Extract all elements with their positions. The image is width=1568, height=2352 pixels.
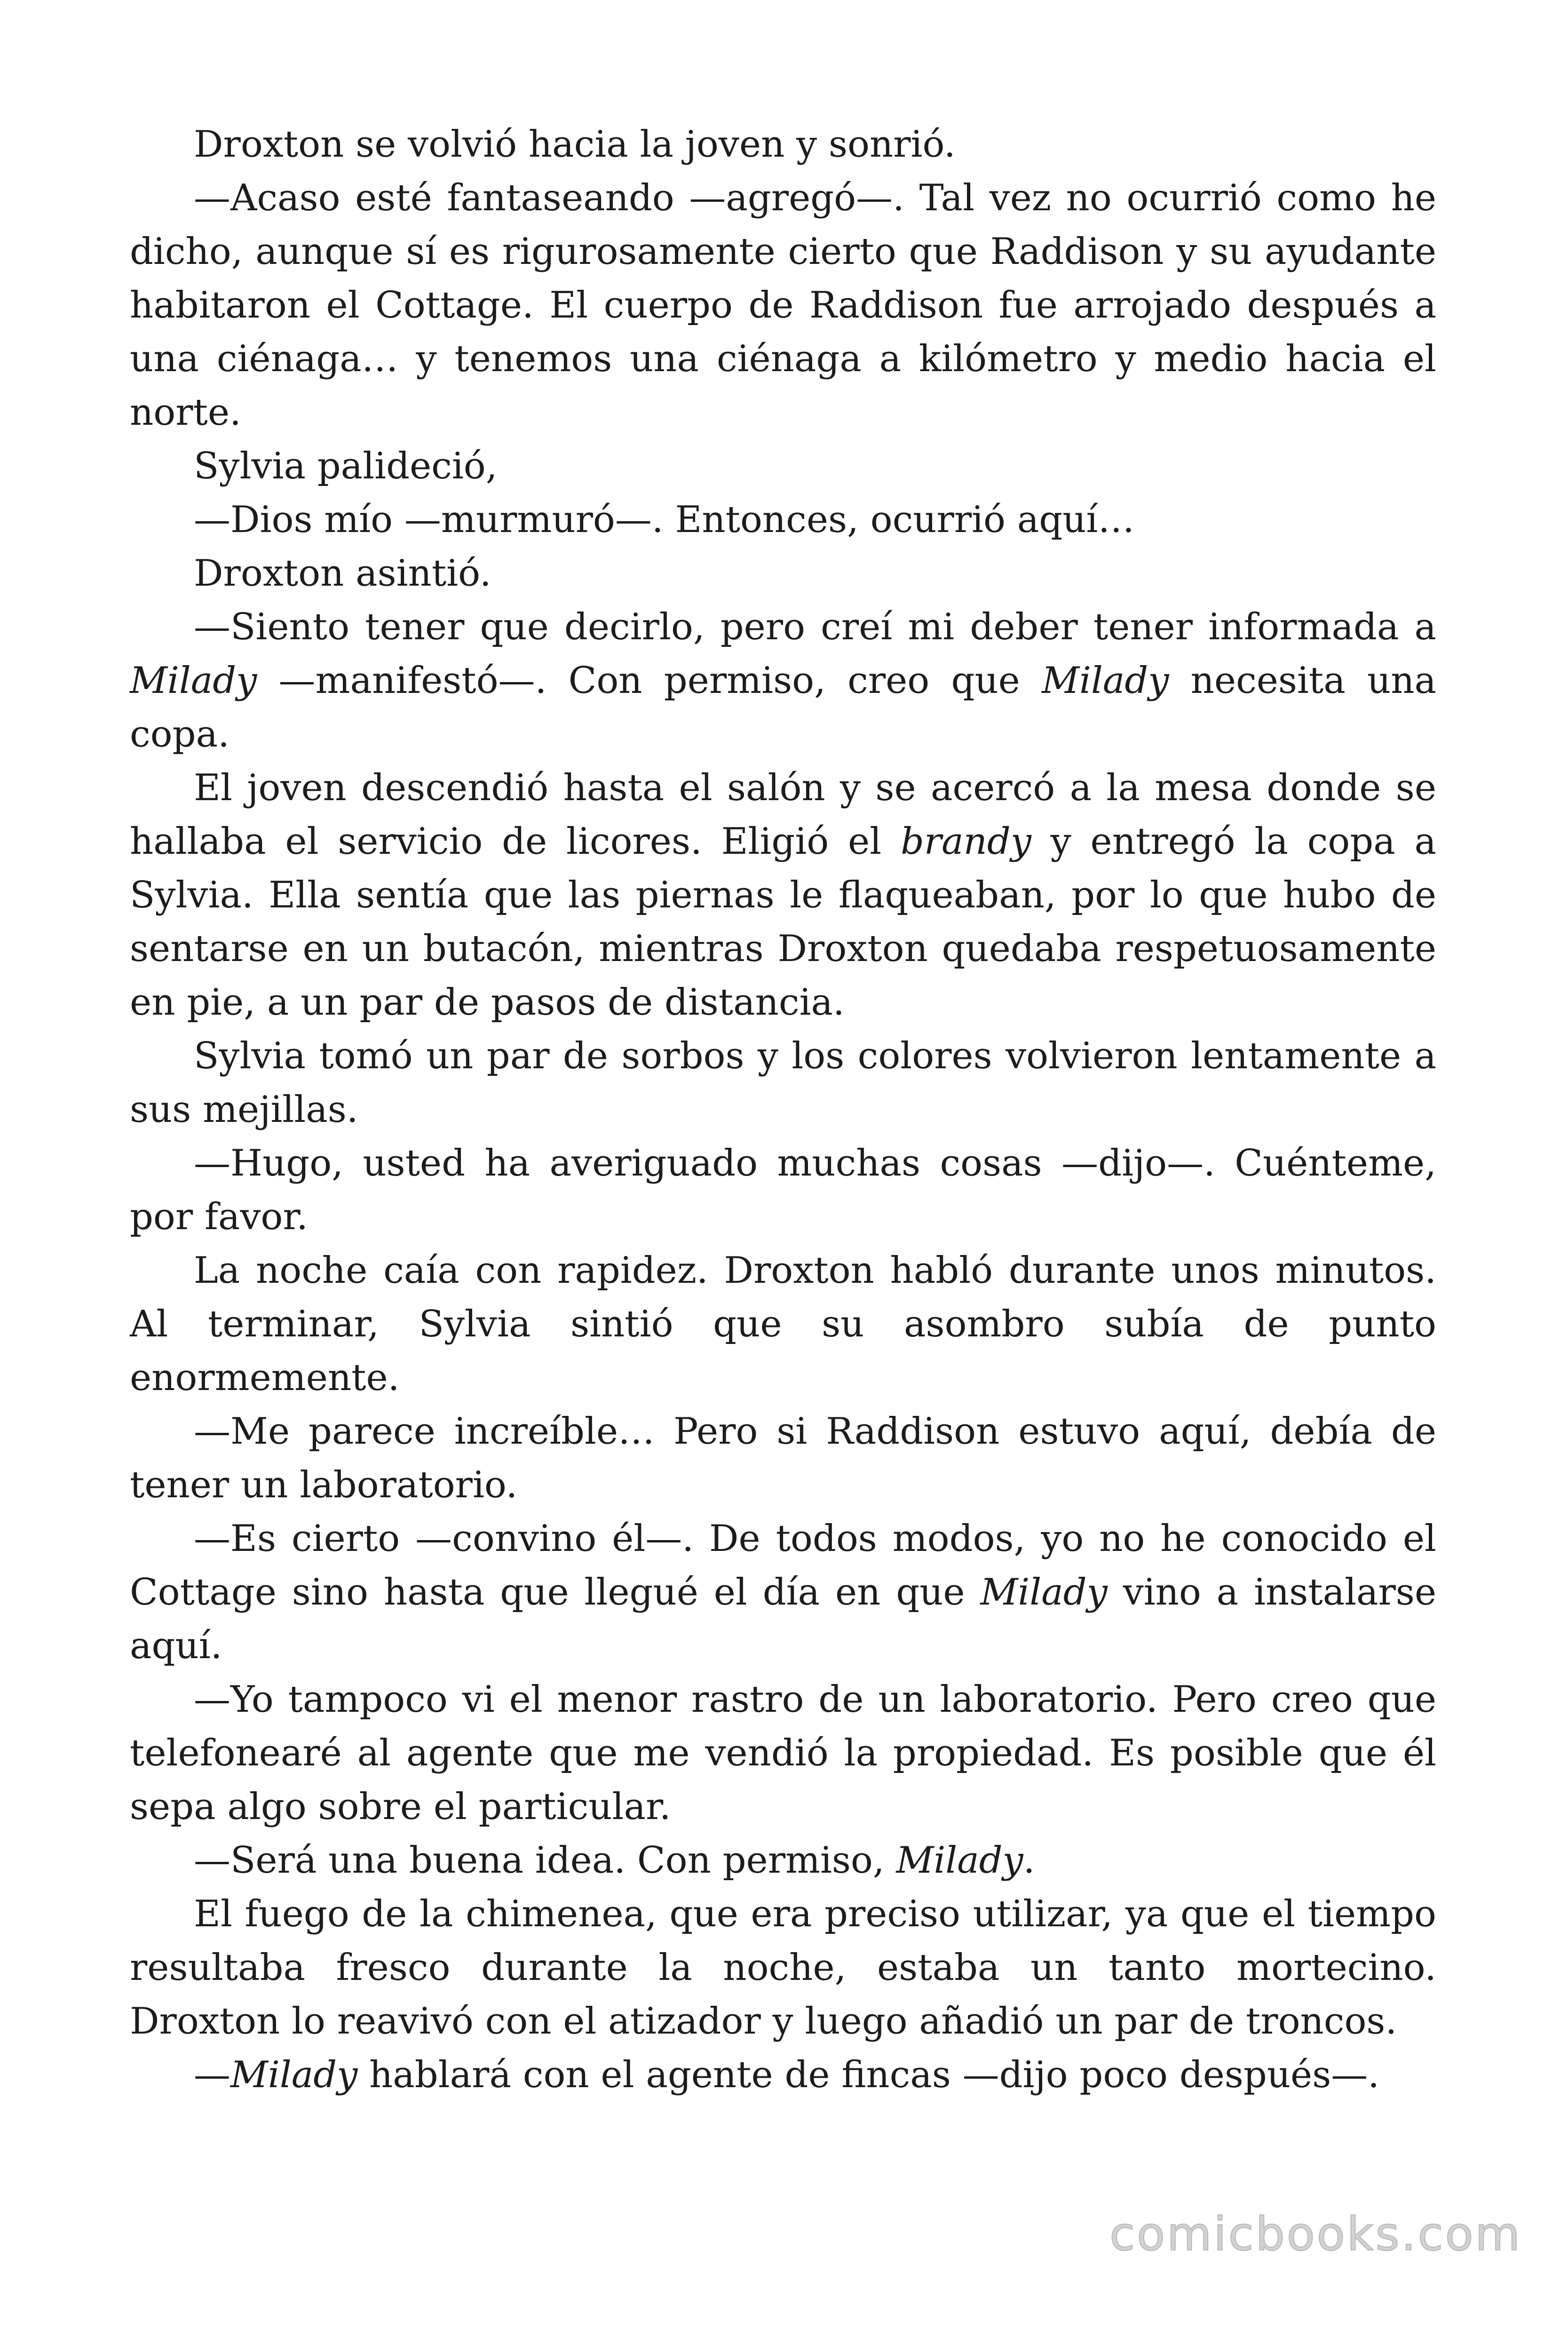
- text-segment: —Será una buena idea. Con permiso,: [194, 1839, 896, 1882]
- italic-text: Milady: [980, 1571, 1108, 1613]
- text-segment: El fuego de la chimenea, que era preciso utilizar, ya que el tiempo resultaba fresco durante la noche, estaba un tanto mortecino. Droxton lo reavivó con el atizador y luego añadió un par de troncos.: [130, 1893, 1436, 2042]
- paragraph: [130, 1512, 1436, 1673]
- text-segment: —manifestó—. Con permiso, creo que: [257, 660, 1042, 702]
- text-segment: Droxton se volvió hacia la joven y sonrió.: [194, 123, 956, 166]
- paragraph: [130, 600, 1436, 761]
- text-segment: hablará con el agente de fincas —dijo poco después—.: [357, 2054, 1380, 2096]
- paragraph: [130, 1244, 1436, 1405]
- italic-text: Milady: [130, 660, 257, 702]
- text-segment: —: [194, 2054, 230, 2096]
- text-segment: —Siento tener que decirlo, pero creí mi deber tener informada a: [194, 606, 1436, 648]
- paragraph: [130, 1834, 1436, 1887]
- paragraph: [130, 1405, 1436, 1512]
- text-segment: —Dios mío —murmuró—. Entonces, ocurrió aquí…: [194, 499, 1135, 541]
- paragraph: [130, 439, 1436, 493]
- text-segment: El joven descendió hasta el salón y se acercó a la mesa donde se hallaba el servicio de licores. Eligió el: [130, 767, 1436, 863]
- italic-text: brandy: [900, 820, 1031, 863]
- text-segment: .: [1023, 1839, 1035, 1882]
- text-segment: —Hugo, usted ha averiguado muchas cosas —dijo—. Cuénteme, por favor.: [130, 1142, 1436, 1238]
- text-segment: —Me parece increíble… Pero si Raddison estuvo aquí, debía de tener un laboratorio.: [130, 1410, 1436, 1506]
- text-segment: —Acaso esté fantaseando —agregó—. Tal vez no ocurrió como he dicho, aunque sí es rigurosamente cierto que Raddison y su ayudante habitaron el Cottage. El cuerpo de Raddison fue arrojado después a una ciénaga… y tenemos una ciénaga a kilómetro y medio hacia el norte.: [130, 177, 1436, 434]
- paragraph: [130, 1673, 1436, 1834]
- paragraph: [130, 1029, 1436, 1136]
- text-segment: vino a instalarse aquí.: [130, 1571, 1436, 1667]
- text-segment: necesita una copa.: [130, 660, 1436, 755]
- paragraph: [130, 2048, 1436, 2102]
- text-segment: La noche caía con rapidez. Droxton habló durante unos minutos. Al terminar, Sylvia sintió que su asombro subía de punto enormemente.: [130, 1249, 1436, 1399]
- italic-text: Milady: [1042, 660, 1169, 702]
- paragraph: [130, 171, 1436, 439]
- paragraph: [130, 1136, 1436, 1244]
- text-segment: Sylvia palideció,: [194, 445, 498, 487]
- watermark: comicbooks.com: [1109, 2208, 1522, 2261]
- paragraph: [130, 547, 1436, 600]
- text-segment: —Es cierto —convino él—. De todos modos, yo no he conocido el Cottage sino hasta que llegué el día en que: [130, 1518, 1436, 1613]
- paragraph: [130, 493, 1436, 547]
- italic-text: Milady: [230, 2054, 358, 2096]
- text-segment: Sylvia tomó un par de sorbos y los colores volvieron lentamente a sus mejillas.: [130, 1035, 1436, 1131]
- text-segment: Droxton asintió.: [194, 552, 491, 595]
- paragraph: [130, 1887, 1436, 2048]
- text-segment: —Yo tampoco vi el menor rastro de un laboratorio. Pero creo que telefonearé al agente que me vendió la propiedad. Es posible que él sepa algo sobre el particular.: [130, 1678, 1436, 1828]
- italic-text: Milady: [896, 1839, 1023, 1882]
- text-segment: y entregó la copa a Sylvia. Ella sentía que las piernas le flaqueaban, por lo que hubo de sentarse en un butacón, mientras Droxton quedaba respetuosamente en pie, a un par de pasos de distancia.: [130, 820, 1436, 1024]
- paragraph: [130, 118, 1436, 171]
- paragraph: [130, 761, 1436, 1029]
- body-text: [130, 118, 1436, 2102]
